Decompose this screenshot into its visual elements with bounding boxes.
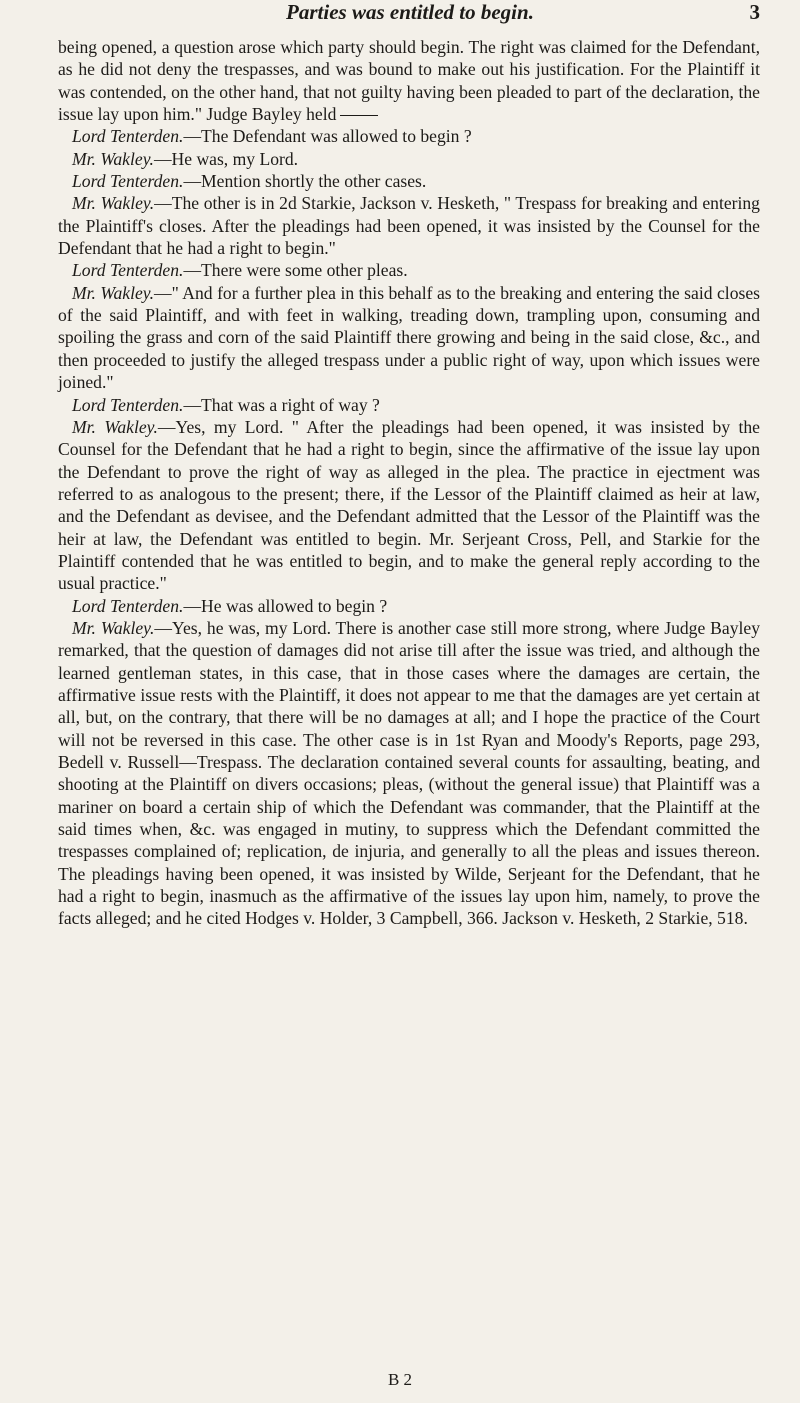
speaker: Mr. Wakley. — [72, 148, 154, 169]
speaker: Mr. Wakley. — [72, 193, 155, 214]
dialogue-line — [58, 259, 760, 281]
printer-signature-mark: B 2 — [387, 1370, 413, 1389]
paragraph-opening — [58, 36, 760, 125]
page-header — [60, 0, 760, 28]
dialogue-line — [58, 148, 760, 170]
speech: —The other is in 2d Starkie, Jackson v. Hesketh, " Trespass for breaking and entering the Plaintiff's closes. After the pleadings had been opened, it was insisted by the Counsel for the Defendant that he had a right to begin." — [58, 193, 760, 259]
dialogue-line — [58, 125, 760, 147]
speech: —He was, my Lord. — [153, 148, 299, 169]
dialogue-line — [58, 170, 760, 192]
speaker: Mr. Wakley. — [72, 282, 155, 303]
page-number: 3 — [749, 0, 760, 24]
speech: —There were some other pleas. — [183, 260, 408, 281]
running-head: Parties was entitled to begin. — [286, 0, 534, 24]
speaker: Lord Tenterden. — [72, 595, 184, 616]
speaker: Mr. Wakley. — [72, 416, 158, 437]
speaker: Lord Tenterden. — [72, 394, 184, 415]
speech: —That was a right of way ? — [183, 394, 380, 415]
dialogue-line — [58, 282, 760, 394]
dash-rule — [340, 115, 378, 116]
speech: —The Defendant was allowed to begin ? — [183, 126, 472, 147]
speaker: Mr. Wakley. — [72, 617, 155, 638]
paragraph-text: being opened, a question arose which party should begin. The right was claimed for the Defendant, as he did not deny the trespasses, and was bound to make out his justification. For the Plaintiff it was contended, on the other hand, that not guilty having been pleaded to part of the declaration, the issue lay upon him." Judge Bayley held — [58, 37, 760, 125]
speech: —He was allowed to begin ? — [183, 595, 388, 616]
dialogue-line — [58, 617, 760, 930]
speech: —Yes, he was, my Lord. There is another case still more strong, where Judge Bayley remarked, that the question of damages did not arise till after the issue was tried, and although the learned gentleman states, in this case, that in those cases where the damages are certain, the affirmative issue rests with the Plaintiff, it does not appear to me that the damages are yet certain at all, but, on the contrary, that there will be no damages at all; and I hope the practice of the Court will not be reversed in this case. The other case is in 1st Ryan and Moody's Reports, page 293, Bedell v. Russell—Trespass. The declaration contained several counts for assaulting, beating, and shooting at the Plaintiff on divers occasions; pleas, (without the general issue) that Plaintiff was a mariner on board a certain ship of which the Defendant was commander, that the Plaintiff at the said times when, &c. was engaged in mutiny, to suppress which the Defendant committed the trespasses complained of; replication, de injuria, and generally to all the pleas and issues thereon. The pleadings having been opened, it was insisted by Wilde, Serjeant for the Defendant, that he had a right to begin, inasmuch as the affirmative of the issues lay upon him, namely, to prove the facts alleged; and he cited Hodges v. Holder, 3 Campbell, 366. Jackson v. Hesketh, 2 Starkie, 518. — [58, 617, 761, 929]
speaker: Lord Tenterden. — [72, 171, 184, 192]
dialogue-line — [58, 416, 760, 595]
speaker: Lord Tenterden. — [72, 126, 184, 147]
dialogue-line — [58, 595, 760, 617]
dialogue-line — [58, 192, 760, 259]
dialogue-line — [58, 394, 760, 416]
speech: —Mention shortly the other cases. — [183, 171, 427, 192]
speech: —" And for a further plea in this behalf as to the breaking and entering the said closes of the said Plaintiff, and with feet in walking, treading down, trampling upon, consuming and spoiling the grass and corn of the said Plaintiff there growing and being in the said close, &c., and then proceeded to justify the alleged trespass under a public right of way, upon which issues were joined." — [58, 282, 760, 393]
speaker: Lord Tenterden. — [72, 260, 184, 281]
speech: —Yes, my Lord. " After the pleadings had been opened, it was insisted by the Counsel for the Defendant that he had a right to begin, since the affirmative of the issue lay upon the Defendant to prove the right of way as alleged in the plea. The practice in ejectment was referred to as analogous to the present; there, if the Lessor of the Plaintiff claimed as heir at law, and the Defendant as devisee, and the Defendant admitted that the Lessor of the Plaintiff was the heir at law, the Defendant was entitled to begin. Mr. Serjeant Cross, Pell, and Starkie for the Plaintiff contended that he was entitled to begin, and to make the general reply according to the usual practice." — [58, 416, 760, 594]
page-body — [58, 36, 760, 930]
